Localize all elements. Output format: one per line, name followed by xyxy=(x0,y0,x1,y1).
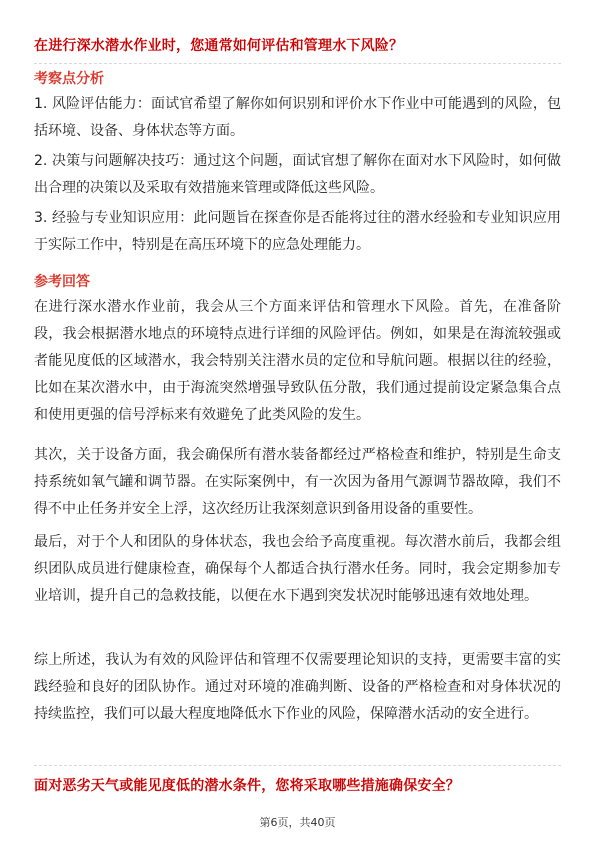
analysis-item-3: 3. 经验与专业知识应用：此问题旨在探查你是否能将过往的潜水经验和专业知识应用于实际工作中，特别是在高压环境下的应急处理能力。 xyxy=(34,210,561,253)
analysis-title: 考察点分析 xyxy=(34,71,104,87)
analysis-item-2: 2. 决策与问题解决技巧：通过这个问题，面试官想了解你在面对水下风险时，如何做出合理的决策以及采取有效措施来管理或降低这些风险。 xyxy=(34,153,561,196)
question-heading-1: 在进行深水潜水作业时，您通常如何评估和管理水下风险？ xyxy=(34,38,404,54)
answer-title: 参考回答 xyxy=(34,274,90,290)
answer-paragraph-2: 其次，关于设备方面，我会确保所有潜水装备都经过严格检查和维护，特别是生命支持系统如氧气罐和调节器。在实际案例中，有一次因为备用气源调节器故障，我们不得不中止任务并安全上浮，这次经历让我深刻意识到备用设备的重要性。 xyxy=(34,447,561,517)
analysis-item-1: 1. 风险评估能力：面试官希望了解你如何识别和评价水下作业中可能遇到的风险，包括环境、设备、身体状态等方面。 xyxy=(34,96,561,139)
answer-paragraph-3: 最后，对于个人和团队的身体状态，我也会给予高度重视。每次潜水前后，我都会组织团队成员进行健康检查，确保每个人都适合执行潜水任务。同时，我会定期参加专业培训，提升自己的急救技能，以便在水下遇到突发状况时能够迅速有效地处理。 xyxy=(34,534,561,604)
page-number: 第6页，共40页 xyxy=(259,816,336,829)
divider xyxy=(34,765,561,766)
answer-paragraph-4: 综上所述，我认为有效的风险评估和管理不仅需要理论知识的支持，更需要丰富的实践经验和良好的团队协作。通过对环境的准确判断、设备的严格检查和对身体状况的持续监控，我们可以最大程度地降低水下作业的风险，保障潜水活动的安全进行。 xyxy=(34,652,561,722)
answer-paragraph-1: 在进行深水潜水作业前，我会从三个方面来评估和管理水下风险。首先，在准备阶段，我会根据潜水地点的环境特点进行详细的风险评估。例如，如果是在海流较强或者能见度低的区域潜水，我会特别关注潜水员的定位和导航问题。根据以往的经验，比如在某次潜水中，由于海流突然增强导致队伍分散，我们通过提前设定紧急集合点和使用更强的信号浮标来有效避免了此类风险的发生。 xyxy=(34,299,561,423)
question-heading-2: 面对恶劣天气或能见度低的潜水条件，您将采取哪些措施确保安全？ xyxy=(34,778,460,794)
divider xyxy=(34,63,561,64)
